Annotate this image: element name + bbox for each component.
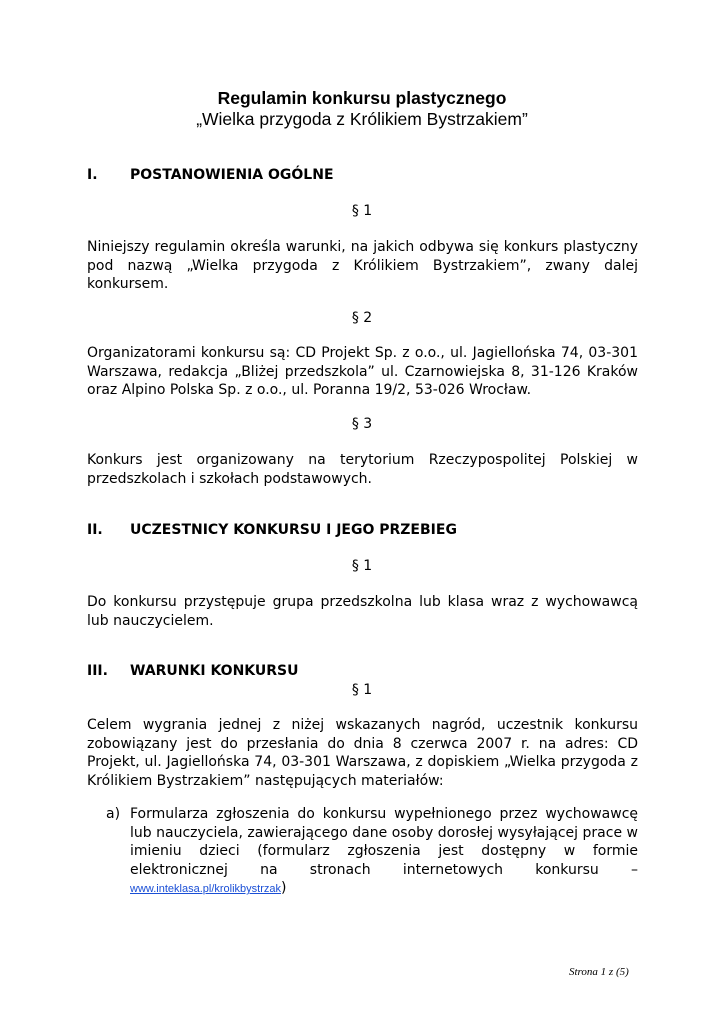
document-subtitle: „Wielka przygoda z Królikiem Bystrzakiem” — [196, 109, 528, 129]
paragraph-text: Celem wygrania jednej z niżej wskazanych nagród, uczestnik konkursu zobowiązany jest do przesłania do dnia 8 czerwca 2007 r. na adres: CD Projekt, ul. Jagiellońska 74, 03-301 Warszawa, z dopiskiem „Wielka przygoda z Królikiem Bystrzakiem” następujących materiałów: — [87, 717, 638, 789]
paragraph-sign: § 3 — [351, 416, 373, 432]
section-number: I. — [87, 167, 98, 183]
paragraph-text: Konkurs jest organizowany na terytorium Rzeczypospolitej Polskiej w przedszkolach i szkołach podstawowych. — [87, 452, 638, 487]
paragraph-sign: § 1 — [351, 682, 373, 698]
section-heading-2 — [87, 522, 457, 538]
section-number: III. — [87, 663, 108, 679]
paragraph-sign: § 1 — [351, 203, 373, 219]
section-title: UCZESTNICY KONKURSU I JEGO PRZEBIEG — [130, 522, 457, 538]
list-item-label: a) — [106, 806, 121, 822]
section-title: POSTANOWIENIA OGÓLNE — [130, 167, 334, 183]
section-heading-1 — [87, 167, 334, 183]
section-number: II. — [87, 522, 103, 538]
contest-website-link[interactable]: www.inteklasa.pl/krolikbystrzak — [130, 883, 281, 895]
paragraph-sign: § 1 — [351, 558, 373, 574]
document-title: Regulamin konkursu plastycznego — [217, 88, 507, 108]
list-item-body — [130, 805, 638, 899]
paragraph-text: Niniejszy regulamin określa warunki, na jakich odbywa się konkurs plastyczny pod nazwą „Wielka przygoda z Królikiem Bystrzakiem”, zwany dalej konkursem. — [87, 239, 638, 292]
section-title: WARUNKI KONKURSU — [130, 663, 299, 679]
section-heading-3 — [87, 663, 299, 679]
list-item — [106, 805, 638, 899]
paragraph-sign: § 2 — [351, 310, 373, 326]
page-number: Strona 1 z (5) — [569, 966, 629, 978]
paragraph-text: Organizatorami konkursu są: CD Projekt Sp. z o.o., ul. Jagiellońska 74, 03-301 Warszawa, redakcja „Bliżej przedszkola” ul. Czarnowiejska 8, 31-126 Kraków oraz Alpino Polska Sp. z o.o., ul. Poranna 19/2, 53-026 Wrocław. — [87, 345, 638, 398]
paragraph-text: Do konkursu przystępuje grupa przedszkolna lub klasa wraz z wychowawcą lub nauczycielem. — [87, 594, 638, 629]
list-item-text: Formularza zgłoszenia do konkursu wypełnionego przez wychowawcę lub nauczyciela, zawierającego dane osoby dorosłej wysyłającej prace w imieniu dzieci (formularz zgłoszenia jest dostępny w formie elektronicznej na stronach internetowych konkursu – — [130, 806, 638, 878]
list-item-closing: ) — [281, 880, 287, 896]
